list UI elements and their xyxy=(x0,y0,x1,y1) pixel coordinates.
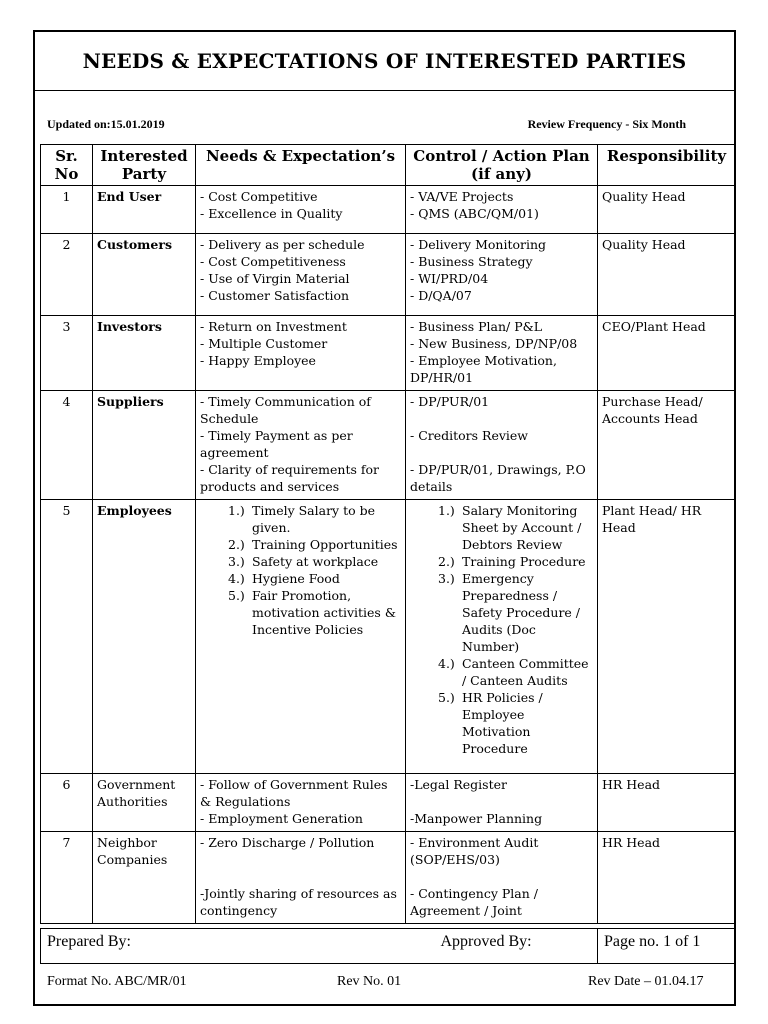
spacer xyxy=(410,868,593,885)
row-responsibility: Quality Head xyxy=(598,186,736,234)
row-control xyxy=(406,500,598,774)
table-row xyxy=(41,774,736,832)
need-item: - Multiple Customer xyxy=(200,336,328,351)
control-item: - VA/VE Projects xyxy=(410,189,514,204)
row-needs xyxy=(196,391,406,500)
header-interested-party: Interested Party xyxy=(93,145,196,186)
table-row xyxy=(41,316,736,391)
row-party: End User xyxy=(93,186,196,234)
need-item: - Cost Competitive xyxy=(200,189,318,204)
need-item: - Cost Competitiveness xyxy=(200,254,346,269)
control-item: - Creditors Review xyxy=(410,428,529,443)
list-item: 4.) Hygiene Food xyxy=(228,571,340,586)
spacer xyxy=(410,410,593,427)
control-item: - DP/PUR/01, Drawings, P.O details xyxy=(410,462,586,494)
list-item: 2.) Training Procedure xyxy=(438,554,586,569)
signature-table xyxy=(40,928,736,964)
row-needs xyxy=(196,832,406,924)
row-needs xyxy=(196,316,406,391)
row-control xyxy=(406,774,598,832)
page-number: Page no. 1 of 1 xyxy=(598,929,736,964)
list-item: 5.) HR Policies / Employee Motivation Procedure xyxy=(438,690,543,756)
need-item: - Zero Discharge / Pollution xyxy=(200,835,375,850)
row-sr: 7 xyxy=(41,832,93,924)
table-row xyxy=(41,500,736,774)
review-frequency: Review Frequency - Six Month xyxy=(527,117,686,131)
table-row xyxy=(41,832,736,924)
control-item: - Environment Audit (SOP/EHS/03) xyxy=(410,835,539,867)
document-frame xyxy=(33,30,736,1006)
row-party: Investors xyxy=(93,316,196,391)
header-control: Control / Action Plan (if any) xyxy=(406,145,598,186)
spacer xyxy=(200,868,401,885)
row-responsibility: HR Head xyxy=(598,774,736,832)
approved-by-label: Approved By: xyxy=(440,933,532,950)
row-party: Employees xyxy=(93,500,196,774)
list-item: 3.) Safety at workplace xyxy=(228,554,379,569)
need-item: - Delivery as per schedule xyxy=(200,237,365,252)
row-party: Suppliers xyxy=(93,391,196,500)
spacer xyxy=(200,851,401,868)
list-item: 1.) Salary Monitoring Sheet by Account / Debtors Review xyxy=(438,503,582,552)
header-responsibility: Responsibility xyxy=(598,145,736,186)
need-item: - Return on Investment xyxy=(200,319,347,334)
spacer xyxy=(410,444,593,461)
list-item: 2.) Training Opportunities xyxy=(228,537,398,552)
row-responsibility: Plant Head/ HR Head xyxy=(598,500,736,774)
table-row xyxy=(41,234,736,316)
row-responsibility: Quality Head xyxy=(598,234,736,316)
row-party: Government Authorities xyxy=(93,774,196,832)
need-item: - Customer Satisfaction xyxy=(200,288,350,303)
table-row xyxy=(41,391,736,500)
control-item: - D/QA/07 xyxy=(410,288,472,303)
control-item: - New Business, DP/NP/08 xyxy=(410,336,578,351)
list-item: 5.) Fair Promotion, motivation activities & Incentive Policies xyxy=(228,588,396,637)
control-item: - Contingency Plan / Agreement / Joint xyxy=(410,886,538,918)
row-control xyxy=(406,316,598,391)
row-control xyxy=(406,234,598,316)
need-item: - Excellence in Quality xyxy=(200,206,343,221)
row-party: Neighbor Companies xyxy=(93,832,196,924)
revision-date: Rev Date – 01.04.17 xyxy=(588,974,704,989)
signature-row xyxy=(41,929,736,964)
row-needs xyxy=(196,186,406,234)
row-needs xyxy=(196,234,406,316)
row-sr: 3 xyxy=(41,316,93,391)
control-item: -Manpower Planning xyxy=(410,811,543,826)
row-sr: 2 xyxy=(41,234,93,316)
row-control xyxy=(406,186,598,234)
need-item: - Follow of Government Rules & Regulations xyxy=(200,777,388,809)
row-responsibility: CEO/Plant Head xyxy=(598,316,736,391)
header-needs: Needs & Expectation’s xyxy=(196,145,406,186)
document-title: NEEDS & EXPECTATIONS OF INTERESTED PARTIES xyxy=(35,32,734,91)
control-list xyxy=(410,502,593,757)
format-number: Format No. ABC/MR/01 xyxy=(47,974,187,989)
list-item: 1.) Timely Salary to be given. xyxy=(228,503,376,535)
control-item: - WI/PRD/04 xyxy=(410,271,489,286)
spacer xyxy=(410,793,593,810)
list-item: 3.) Emergency Preparedness / Safety Procedure / Audits (Doc Number) xyxy=(438,571,581,654)
row-responsibility: Purchase Head/ Accounts Head xyxy=(598,391,736,500)
need-item: - Clarity of requirements for products and services xyxy=(200,462,380,494)
table-header-row xyxy=(41,145,736,186)
table-row xyxy=(41,186,736,234)
revision-number: Rev No. 01 xyxy=(337,974,402,989)
row-needs xyxy=(196,774,406,832)
row-party: Customers xyxy=(93,234,196,316)
updated-on: Updated on:15.01.2019 xyxy=(47,117,165,131)
interested-parties-table xyxy=(40,144,736,924)
control-item: - Delivery Monitoring xyxy=(410,237,547,252)
need-item: -Jointly sharing of resources as contingency xyxy=(200,886,397,918)
needs-list xyxy=(200,502,401,638)
need-item: - Timely Communication of Schedule xyxy=(200,394,371,426)
row-responsibility: HR Head xyxy=(598,832,736,924)
control-item: - Business Strategy xyxy=(410,254,533,269)
header-sr-no: Sr. No xyxy=(41,145,93,186)
need-item: - Timely Payment as per agreement xyxy=(200,428,353,460)
control-item: - Employee Motivation, DP/HR/01 xyxy=(410,353,557,385)
row-sr: 6 xyxy=(41,774,93,832)
control-item: -Legal Register xyxy=(410,777,507,792)
control-item: - Business Plan/ P&L xyxy=(410,319,543,334)
need-item: - Employment Generation xyxy=(200,811,363,826)
need-item: - Happy Employee xyxy=(200,353,316,368)
row-control xyxy=(406,391,598,500)
need-item: - Use of Virgin Material xyxy=(200,271,350,286)
row-sr: 1 xyxy=(41,186,93,234)
prepared-by-label: Prepared By: xyxy=(47,933,131,950)
row-sr: 5 xyxy=(41,500,93,774)
signature-cell xyxy=(41,929,598,964)
control-item: - DP/PUR/01 xyxy=(410,394,490,409)
list-item: 4.) Canteen Committee / Canteen Audits xyxy=(438,656,589,688)
row-needs xyxy=(196,500,406,774)
row-control xyxy=(406,832,598,924)
row-sr: 4 xyxy=(41,391,93,500)
control-item: - QMS (ABC/QM/01) xyxy=(410,206,539,221)
